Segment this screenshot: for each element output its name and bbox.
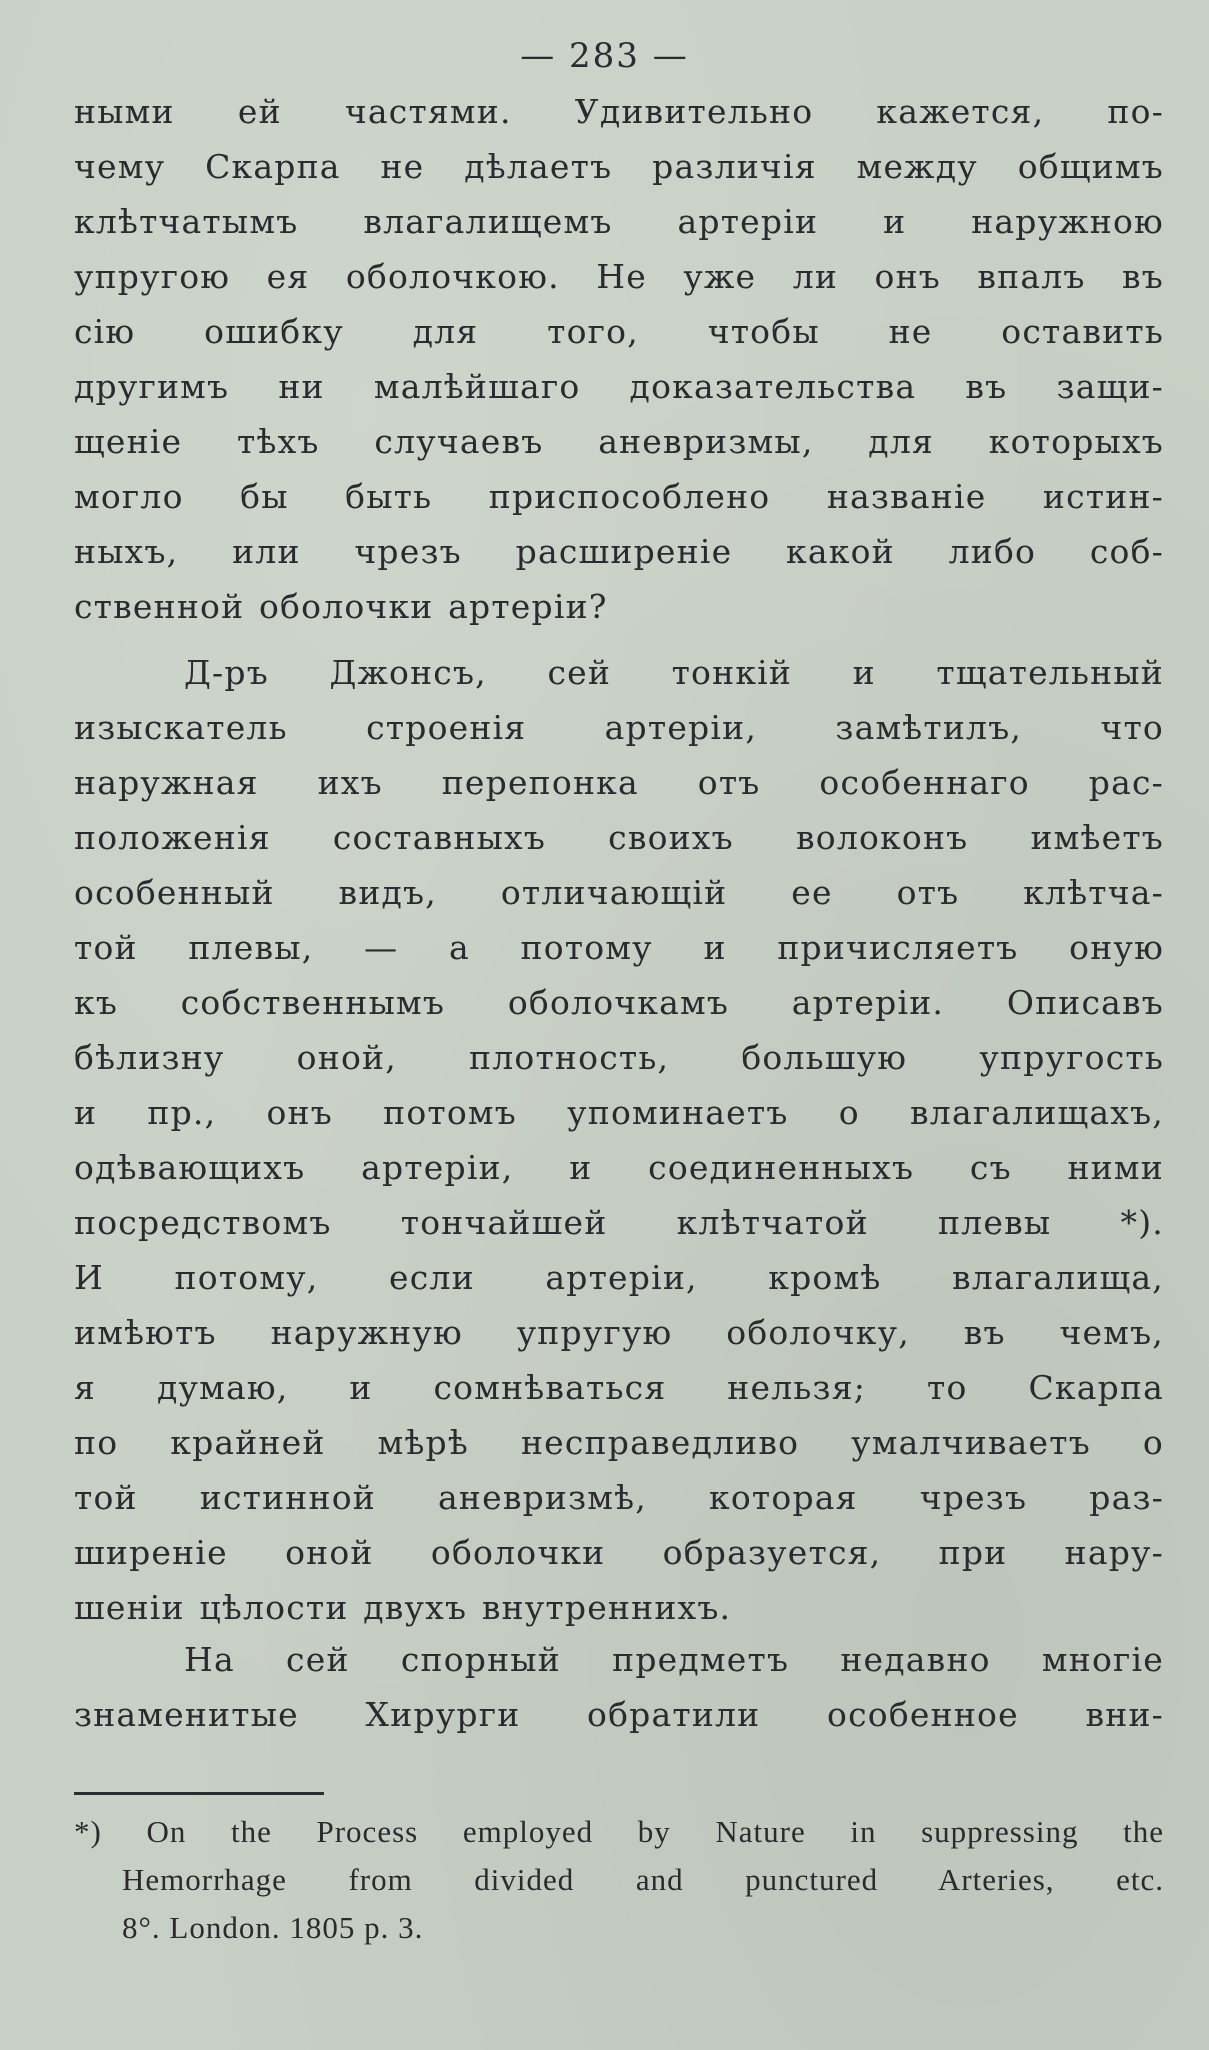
footnote-line: 8°. London. 1805 p. 3.: [122, 1910, 424, 1945]
text-line: шеніи цѣлости двухъ внутреннихъ.: [74, 1588, 732, 1627]
footnote-line: *) On the Process employed by Nature in suppressing the: [74, 1814, 1164, 1849]
text-line: знаменитые Хирурги обратили особенное вни-: [74, 1695, 1164, 1734]
text-line: ширеніе оной оболочки образуется, при нару-: [74, 1533, 1164, 1572]
text-line: И потому, если артеріи, кромѣ влагалища,: [74, 1258, 1164, 1297]
text-line: изыскатель строенія артеріи, замѣтилъ, что: [74, 708, 1164, 747]
text-line: положенія составныхъ своихъ волоконъ имѣетъ: [74, 818, 1164, 857]
text-line: по крайней мѣрѣ несправедливо умалчиваетъ о: [74, 1423, 1164, 1462]
footnote: [74, 1808, 1164, 1952]
paragraph-3: [74, 1632, 1164, 1742]
text-line: къ собственнымъ оболочкамъ артеріи. Описавъ: [74, 983, 1164, 1022]
text-line: и пр., онъ потомъ упоминаетъ о влагалищахъ,: [74, 1093, 1164, 1132]
text-line: Д-ръ Джонсъ, сей тонкій и тщательный: [184, 653, 1164, 692]
text-line: наружная ихъ перепонка отъ особеннаго рас-: [74, 763, 1164, 802]
text-line: могло бы быть приспособлено названіе истин-: [74, 477, 1164, 516]
text-line: бѣлизну оной, плотность, большую упругость: [74, 1038, 1164, 1077]
page-number: — 283 —: [520, 36, 689, 76]
text-line: той истинной аневризмѣ, которая чрезъ раз-: [74, 1478, 1164, 1517]
footnote-divider: [74, 1792, 324, 1795]
text-line: клѣтчатымъ влагалищемъ артеріи и наружною: [74, 202, 1164, 241]
text-line: ственной оболочки артеріи?: [74, 587, 608, 626]
text-line: ными ей частями. Удивительно кажется, по-: [74, 92, 1164, 131]
text-line: другимъ ни малѣйшаго доказательства въ защи-: [74, 367, 1164, 406]
text-line: На сей спорный предметъ недавно многіе: [184, 1640, 1164, 1679]
footnote-line: Hemorrhage from divided and punctured Arteries, etc.: [122, 1862, 1164, 1897]
text-line: особенный видъ, отличающій ее отъ клѣтча-: [74, 873, 1164, 912]
text-line: я думаю, и сомнѣваться нельзя; то Скарпа: [74, 1368, 1164, 1407]
text-line: одѣвающихъ артеріи, и соединенныхъ съ ними: [74, 1148, 1164, 1187]
text-line: посредствомъ тончайшей клѣтчатой плевы *).: [74, 1203, 1164, 1242]
text-line: ныхъ, или чрезъ расширеніе какой либо соб-: [74, 532, 1164, 571]
text-line: чему Скарпа не дѣлаетъ различія между общимъ: [74, 147, 1164, 186]
text-line: сію ошибку для того, чтобы не оставить: [74, 312, 1164, 351]
paragraph-2: [74, 645, 1164, 1635]
text-line: той плевы, — а потому и причисляетъ оную: [74, 928, 1164, 967]
text-line: щеніе тѣхъ случаевъ аневризмы, для которыхъ: [74, 422, 1164, 461]
paragraph-1: [74, 84, 1164, 634]
text-line: упругою ея оболочкою. Не уже ли онъ впалъ въ: [74, 257, 1164, 296]
text-line: имѣютъ наружную упругую оболочку, въ чемъ,: [74, 1313, 1164, 1352]
